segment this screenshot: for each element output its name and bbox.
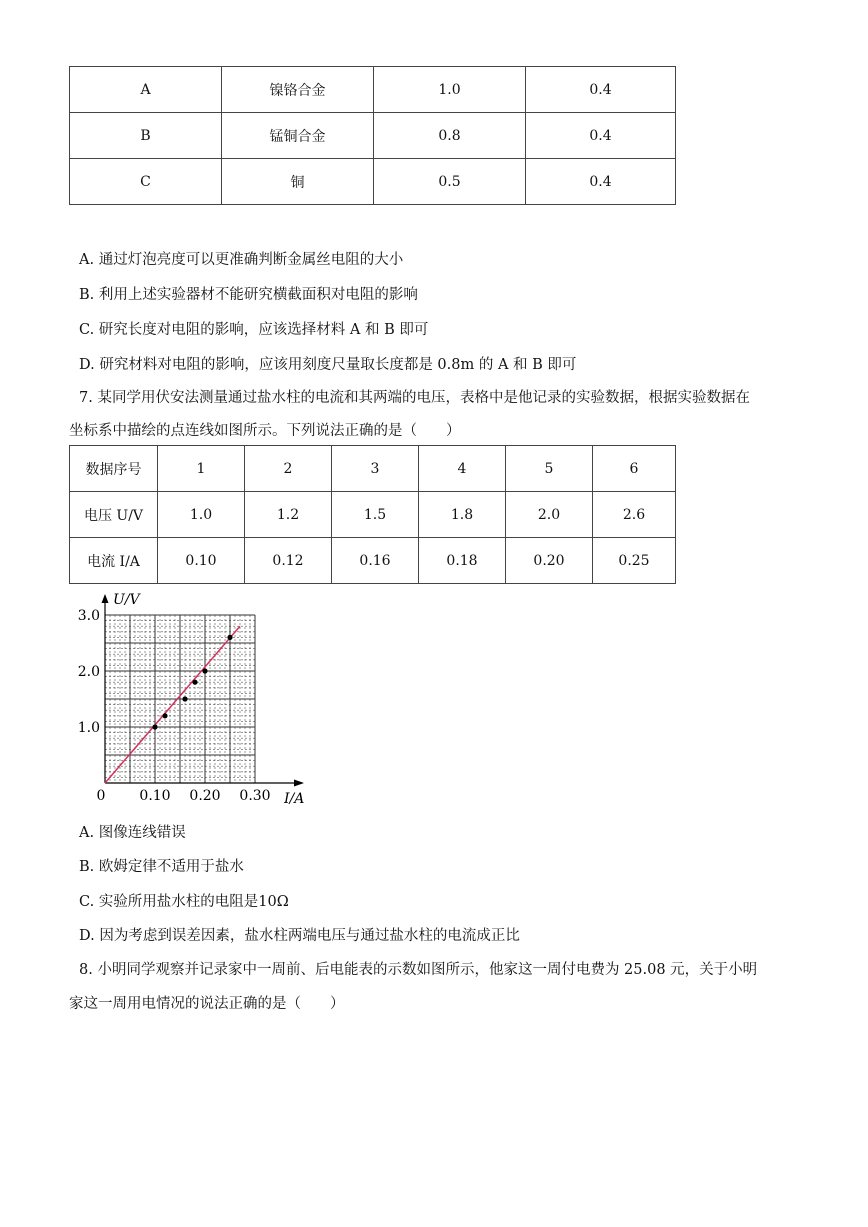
table-row [70,446,676,492]
q7-stem-cont: 坐标系中描绘的点连线如图所示。下列说法正确的是（ ） [69,423,461,439]
table-cell: 1.8 [419,492,506,538]
data-point [227,635,232,640]
x-axis-arrow [294,780,304,787]
table-cell: 电压 U/V [70,492,158,538]
table-row [70,67,676,113]
table-cell: B [70,113,222,159]
table-row [70,159,676,205]
table-cell: 锰铜合金 [222,113,374,159]
table-cell: 2.0 [506,492,593,538]
x-tick-label: 0.20 [189,788,221,804]
table-cell: A [70,67,222,113]
table-cell: 0.4 [526,113,676,159]
table-header-cell: 5 [506,446,593,492]
origin-label: 0 [96,788,106,804]
y-tick-label: 3.0 [77,608,100,624]
u-i-graph [72,588,342,810]
q6-option-b: B. 利用上述实验器材不能研究横截面积对电阻的影响 [79,287,418,303]
table-header-cell: 数据序号 [70,446,158,492]
q6-option-c: C. 研究长度对电阻的影响，应该选择材料 A 和 B 即可 [79,322,429,338]
table-cell: C [70,159,222,205]
data-point [182,696,187,701]
q7-stem: 7. 某同学用伏安法测量通过盐水柱的电流和其两端的电压，表格中是他记录的实验数据，根据实验数据在 [79,390,750,406]
x-axis-label: I/A [284,791,305,807]
x-tick-label: 0.10 [139,788,171,804]
data-point [202,668,207,673]
table-cell: 1.5 [332,492,419,538]
table-header-cell: 1 [158,446,245,492]
y-axis-label: U/V [113,592,140,608]
data-point [192,680,197,685]
table-cell: 1.0 [158,492,245,538]
ui-data-table [69,445,676,584]
data-point [162,713,167,718]
table-cell: 0.20 [506,538,593,584]
y-tick-label: 1.0 [77,720,100,736]
table-cell: 0.12 [245,538,332,584]
table-cell: 电流 I/A [70,538,158,584]
table-header-cell: 2 [245,446,332,492]
table-cell: 0.16 [332,538,419,584]
y-tick-label: 2.0 [77,664,100,680]
q7-option-a: A. 图像连线错误 [79,825,186,841]
table-row [70,492,676,538]
q8-stem-cont: 家这一周用电情况的说法正确的是（ ） [69,996,345,1012]
table-cell: 0.4 [526,159,676,205]
table-row [70,113,676,159]
table-header-cell: 3 [332,446,419,492]
table-cell: 0.5 [374,159,526,205]
table-cell: 铜 [222,159,374,205]
table-row [70,538,676,584]
table-cell: 镍铬合金 [222,67,374,113]
axes [102,594,305,787]
q7-option-c: C. 实验所用盐水柱的电阻是10Ω [79,894,289,910]
q8-stem: 8. 小明同学观察并记录家中一周前、后电能表的示数如图所示，他家这一周付电费为 25.08 元，关于小明 [79,962,758,978]
x-tick-label: 0.30 [239,788,271,804]
table-cell: 0.18 [419,538,506,584]
q6-option-a: A. 通过灯泡亮度可以更准确判断金属丝电阻的大小 [79,252,404,268]
table-cell: 0.4 [526,67,676,113]
q7-option-d: D. 因为考虑到误差因素，盐水柱两端电压与通过盐水柱的电流成正比 [79,928,520,944]
table-cell: 1.0 [374,67,526,113]
table-cell: 0.25 [593,538,676,584]
y-axis-arrow [102,594,109,603]
data-point [152,724,157,729]
table-cell: 1.2 [245,492,332,538]
q6-option-d: D. 研究材料对电阻的影响，应该用刻度尺量取长度都是 0.8m 的 A 和 B 即可 [79,357,577,373]
table-cell: 0.8 [374,113,526,159]
table-cell: 2.6 [593,492,676,538]
table-header-cell: 6 [593,446,676,492]
q7-option-b: B. 欧姆定律不适用于盐水 [79,859,244,875]
table-header-cell: 4 [419,446,506,492]
table-cell: 0.10 [158,538,245,584]
wire-materials-table [69,66,676,205]
